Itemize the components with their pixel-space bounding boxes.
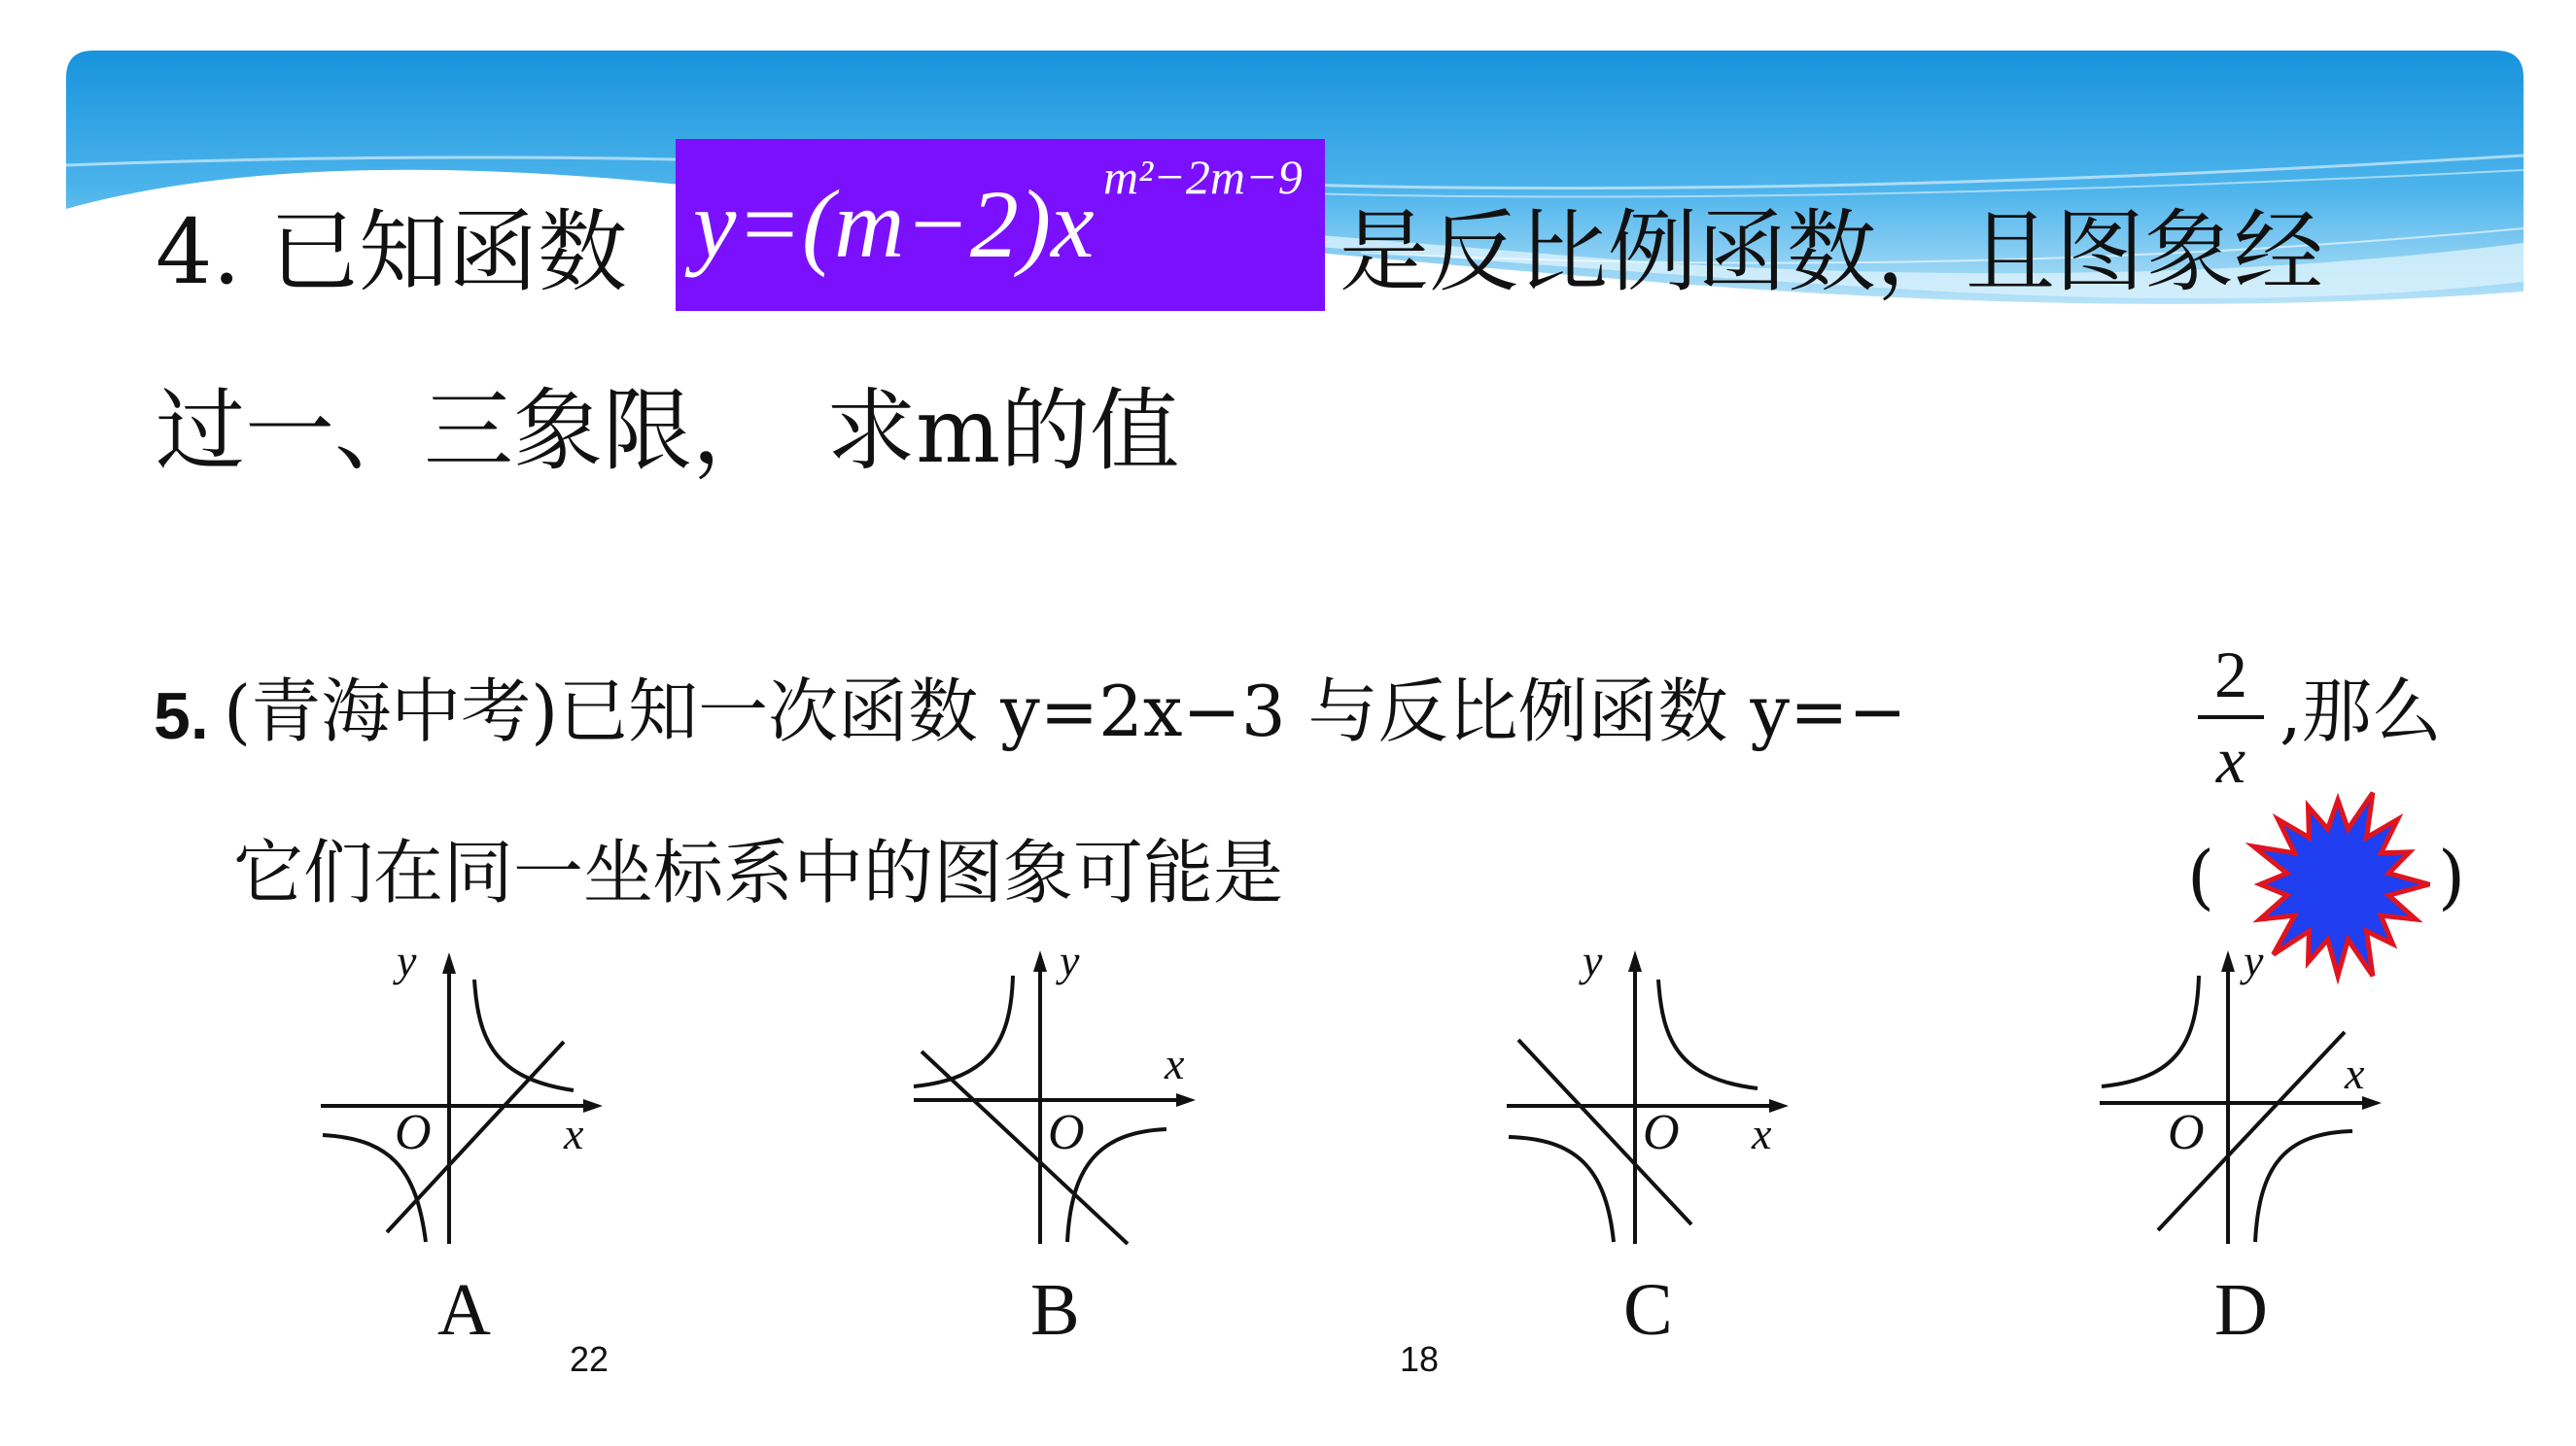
page-number-left: 22 [570, 1339, 609, 1379]
option-a-label[interactable]: A [437, 1269, 491, 1351]
option-c-label[interactable]: C [1623, 1269, 1673, 1351]
q4-formula-box [676, 139, 1325, 311]
option-b-graph[interactable] [904, 933, 1235, 1263]
origin-label: O [1048, 1105, 1085, 1160]
origin-label: O [1643, 1105, 1680, 1160]
hyperbola-upper [1658, 980, 1758, 1088]
option-d-graph[interactable] [2090, 933, 2420, 1263]
y-axis-arrow [2221, 950, 2235, 972]
hyperbola-upper [914, 976, 1013, 1086]
hyperbola-upper [2102, 976, 2199, 1086]
hyperbola-lower [2255, 1131, 2352, 1242]
x-axis-arrow [1176, 1093, 1196, 1107]
line [922, 1051, 1128, 1244]
option-c-graph[interactable] [1497, 933, 1828, 1263]
axis-label-x: x [564, 1109, 584, 1158]
origin-label: O [395, 1105, 432, 1160]
option-d-label[interactable]: D [2214, 1269, 2268, 1351]
y-axis-arrow [442, 952, 456, 974]
answer-paren-open: ( [2187, 836, 2215, 917]
hyperbola-upper [474, 980, 574, 1090]
x-axis-arrow [2362, 1096, 2382, 1110]
axis-label-x: x [1752, 1109, 1772, 1158]
axis-label-y: y [1583, 936, 1603, 985]
hyperbola-lower [1509, 1137, 1614, 1242]
q5-fraction-numerator: 2 [2214, 637, 2247, 711]
page-number-right: 18 [1400, 1339, 1440, 1379]
axis-label-y: y [2244, 936, 2264, 985]
q5-text-tail: ,那么 [2280, 671, 2442, 752]
q5-fraction [2192, 637, 2270, 797]
axis-label-y: y [397, 936, 417, 985]
answer-paren-close: ) [2438, 836, 2466, 917]
axis-label-x: x [2345, 1049, 2365, 1098]
q4-formula-exponent: m²−2m−9 [1103, 150, 1303, 204]
q4-formula-main: y=(m−2)x [693, 170, 1095, 278]
x-axis-arrow [1769, 1099, 1789, 1113]
origin-label: O [2168, 1105, 2205, 1160]
q4-text-part1: 4. 已知函数 [156, 200, 628, 304]
axis-label-x: x [1165, 1039, 1185, 1088]
y-axis-arrow [1628, 950, 1642, 972]
option-a-graph[interactable] [311, 933, 642, 1263]
q5-fraction-denominator: x [2215, 723, 2246, 797]
q4-text-line2: 过一、三象限， 求m的值 [156, 379, 1180, 483]
axis-label-y: y [1060, 936, 1080, 985]
q4-text-part2: 是反比例函数，且图象经 [1340, 200, 2324, 304]
option-b-label[interactable]: B [1030, 1269, 1080, 1351]
y-axis-arrow [1033, 950, 1047, 972]
q5-text-line2: 它们在同一坐标系中的图象可能是 [233, 832, 1284, 913]
q5-number: 5. [154, 679, 209, 753]
q5-fraction-bar [2198, 715, 2264, 719]
x-axis-arrow [583, 1099, 603, 1113]
q5-text-line1: (青海中考)已知一次函数 y=2x−3 与反比例函数 y=− [224, 671, 1907, 752]
